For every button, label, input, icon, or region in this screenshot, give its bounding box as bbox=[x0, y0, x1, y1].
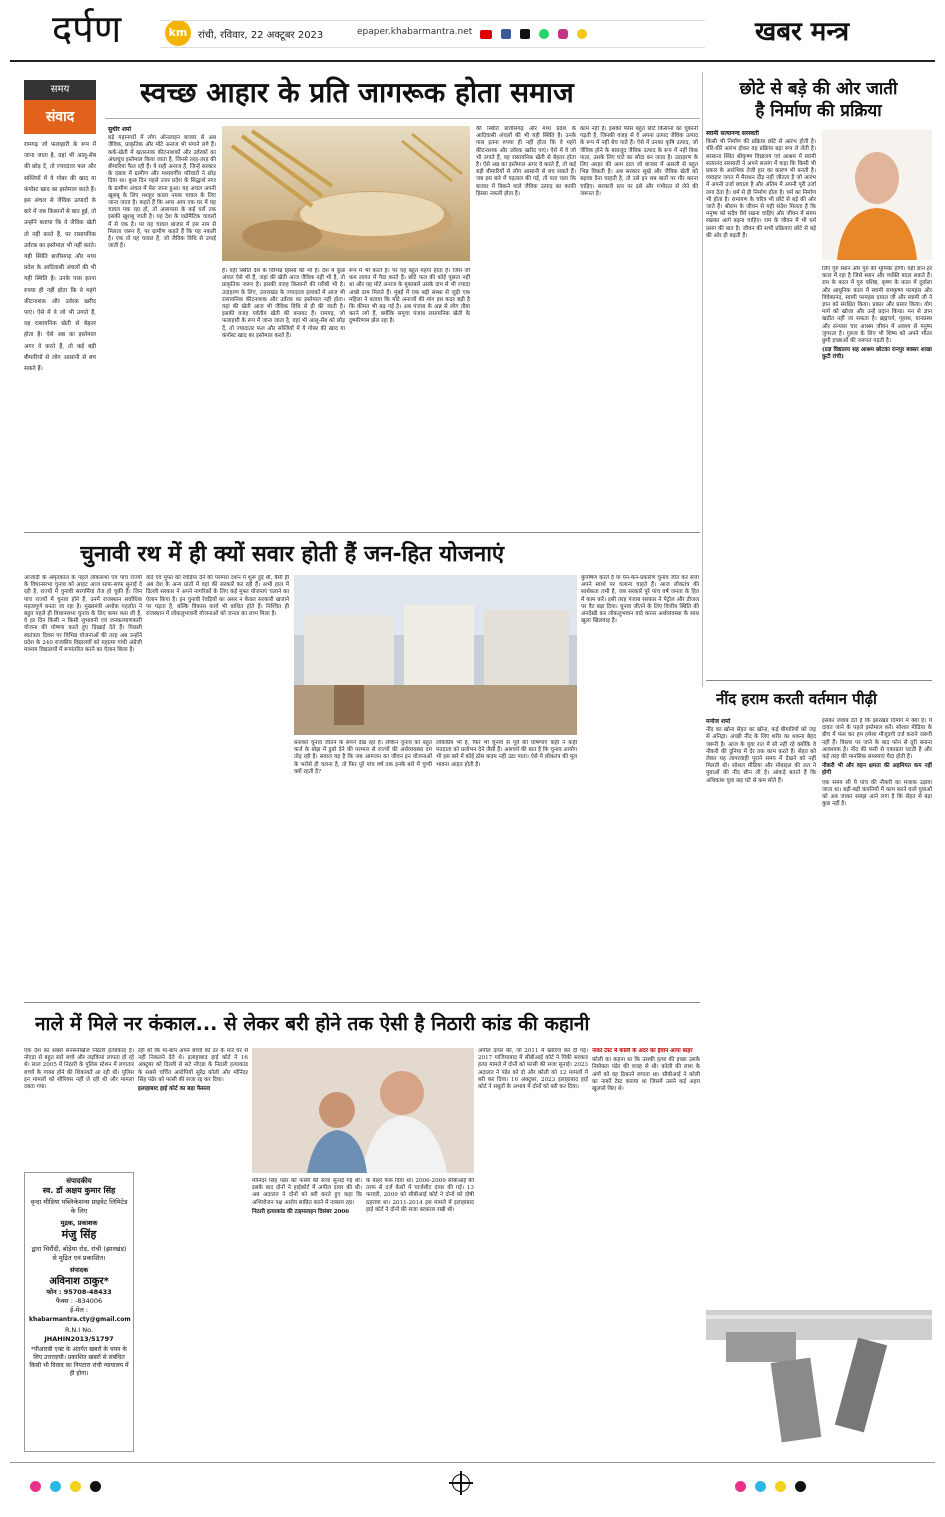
article3-col4: लोकप्रिय भी हैं, फिर भी चुनाव से पूर्व की घोषणाएं कहीं न कहीं मतदाता को प्रलोभन देने जैसी हैं। आश्चर्य की बात है कि चुनाव आयोग भी इस बारे में कोई ठोस कदम नहीं उठा पाता। ऐसे में लोकतंत्र की मूल भावना आहत होती है। bbox=[436, 740, 577, 768]
article5-col4: के बाहर फेंक दिया था। 2006-2009 सीबीआई की तरफ से दर्ज केसों में चार्जशीट दायर की गई। 13 फरवरी, 2009 को सीबीआई कोर्ट ने दोनों को दोषी ठहराया था। 2011-2014 इस मामले में इलाहाबाद हाई कोर्ट ने दोनों की सजा बरकरार रखी थी। bbox=[366, 1178, 474, 1213]
registration-mark bbox=[452, 1474, 470, 1492]
swami-photo bbox=[822, 130, 932, 260]
samay-samvad-box bbox=[24, 80, 96, 134]
grain-photo bbox=[222, 126, 470, 261]
article4-col2b-text: एक समय सी ये पांच की नौकरी का मजाक उड़ाया जाता था। बड़ी-बड़ी कंपनियों में काम करने वाले युवाओं को अब जाकर समझ आने लगा है कि सेहत से बड़ा कुछ नहीं है। bbox=[822, 779, 932, 808]
imprint-email-label: ई-मेल : bbox=[69, 1306, 89, 1314]
imprint-editor: स्व. डॉ अक्षय कुमार सिंह bbox=[42, 1186, 116, 1195]
grain-photo-art bbox=[222, 126, 470, 261]
article5-col3-text: मोनिंदर सिंह पंढेर को फांसी की सजा सुनाई गई थी। इसके बाद दोनों ने हाईकोर्ट में अपील दायर की थी। अब अदालत ने दोनों को बरी करते हुए कहा कि अभियोजन पक्ष आरोप साबित करने में नाकाम रहा। bbox=[252, 1178, 362, 1206]
article1-col4: की स्थिति छत्तीसगढ़ और मध्य प्रदेश के आदिवासी अंचलों की भी यही स्थिति है। उनके पास इतना रुपया ही नहीं होता कि वे महंगे कीटनाशक और उर्वरक खरीद पाएं। ऐसे में वे जो भी उगाते हैं, वह रासायनिक खेती से बेहतर होता है। ऐसे अन्न का इस्तेमाल अगर वे करते हैं, तो कई बड़ी बीमारियों से लोग आसानी से बच सकते हैं। जब इस बारे में पड़ताल की गई, तो पता चला कि बाजार में बिकने वाले जैविक उत्पाद का काफी हिस्सा नकली होता है। bbox=[476, 126, 576, 197]
article2-text: किसी भी निर्माण की प्रक्रिया छोटे से आरंभ होती है। धीरे-धीरे आरंभ होकर वह प्रक्रिया बड़ा रूप ले लेती है। बरसाना स्थित श्रीकृष्ण विद्यालय एवं आश्रम में स्वामी सत्यानंद सरस्वती ने अपने सत्संग में कहा कि किसी भी प्रकार के आरंभिक तेजी हार का कारण भी बनती है। व्यवहार जगत में मैराथन दौड़ नहीं जीतता है जो आरंभ में अपनी उर्जा बचाता है और अंतिम में अपनी पूरी उर्जा लगा देता है। धर्म से ही निर्माण होता है। धर्म का निर्माण भी होता है। रामायण के चरित्र भी छोटे से बड़े की ओर जाते हैं। श्रीराम के जीवन से यही संदेश मिलता है कि मनुष्य को सदैव धैर्य रखना चाहिए और जीवन में संयम रखकर आगे बढ़ना चाहिए। राम के जीवन में भी धर्म प्रसंग की बात है। जीवन की सभी प्रक्रियाएं छोटे से बड़े की ओर ही बढ़ती हैं। bbox=[706, 139, 816, 239]
article2-headline bbox=[706, 78, 931, 122]
color-dot bbox=[90, 1481, 101, 1492]
article5-col5: अपील दायर की, जो 2011 में खारिज कर दी गई। 2017 गाजियाबाद में सीबीआई कोर्ट ने पिंकी सरकार हत्या मामले में दोनों को फांसी की सजा सुनाई। 2023 अदालत ने पंढेर को दो और कोली को 12 मामलों में बरी कर दिया। 16 अक्टूबर, 2023 इलाहाबाद हाई कोर्ट ने सबूतों के अभाव में दोनों को बरी कर दिया। bbox=[478, 1048, 588, 1091]
dateline: रांची, रविवार, 22 अक्टूबर 2023 bbox=[198, 30, 324, 41]
rifle-illustration bbox=[706, 1270, 932, 1450]
article5-headline: नाले में मिले नर कंकाल... से लेकर बरी होने तक ऐसी है निठारी कांड की कहानी bbox=[35, 1013, 590, 1035]
imprint-label: संपादकीय bbox=[66, 1177, 92, 1185]
samvad-label: संवाद bbox=[24, 100, 96, 134]
article4-byline: मनोज शर्मा bbox=[706, 718, 731, 725]
imprint-subeditor-label: संपादक bbox=[69, 1266, 89, 1274]
masthead bbox=[0, 0, 945, 60]
article2-col1 bbox=[706, 130, 816, 670]
article5-col2-text: रही थी कि मां-बाप अपने बच्चों को डर के मारे घर से नहीं निकलने देते थे। इलाहाबाद हाई कोर्ट ने 16 अक्टूबर को दिल्ली से सटे नोएडा के निठारी हत्याकांड के सबसे चर्चित आरोपियों सुरेंद्र कोली और मोनिंदर सिंह पंढेर को फांसी की सजा रद्द कर दिया। bbox=[138, 1048, 248, 1083]
article3-col5: कुपोषण करते हैं या येन-केन-प्रकारेण चुनाव जीत कर सत्ता अपने स्वार्थ पर चलाना चाहते हैं। आज लोकतंत्र की सार्थकता तभी है, जब सरकारें पूरे पांच वर्ष जनता के हित में काम करें। इसी तरह पंजाब सरकार ने पेट्रोल और डीजल पर वैट बढ़ा दिया। चुनाव जीतने के लिए वित्तीय स्थिति की अनदेखी कर लोकलुभावन वादे करना अर्थव्यवस्था के साथ खुला खिलवाड़ है। bbox=[581, 575, 699, 625]
imprint-email[interactable]: khabarmantra.cty@gmail.com bbox=[29, 1316, 131, 1323]
imprint-subeditor: अविनाश ठाकुर* bbox=[49, 1276, 109, 1287]
article2-headline-line2: है निर्माण की प्रक्रिया bbox=[755, 101, 882, 121]
section-logo: दर्पण bbox=[52, 7, 122, 51]
color-dot bbox=[735, 1481, 746, 1492]
article3-col1: आजादी के अमृतकाल के पहले लोकसभा एवं पांच राज्यों के विधानसभा चुनाव को आहट आज साफ-साफ सुनाई दे रही है, राज्यों में चुनावी सरगर्मियां तेज हो चुकी हैं। जिन पांच राज्यों में चुनाव होने हैं, उनमें राजस्थान सर्वाधिक महत्वपूर्ण बनता जा रहा है। मुख्यमंत्री अशोक गहलोत ने बहुत पहले ही विधानसभा चुनाव के लिए कमर कस ली है, वे हर दिन किसी न किसी लुभावनी एवं जनकल्याणकारी योजना की घोषणा करते हुए दिखाई देते हैं। पिछली स्वतंत्रता दिवस पर विभिन्न योजनाओं की तरह अब उन्होंने प्रदेश के 240 राजकीय विद्यालयों को महात्मा गांधी अंग्रेजी माध्यम विद्यालयों में रूपांतरित करने का ऐलान किया है। bbox=[24, 575, 142, 654]
article4-col2 bbox=[822, 718, 932, 1263]
imprint-publisher: वृन्दा मीडिया पब्लिकेशन्स प्राइवेट लिमिटेड के लिए bbox=[30, 1198, 128, 1215]
article4-col1 bbox=[706, 718, 816, 1263]
masthead-rule bbox=[10, 60, 935, 62]
article1-headline: स्वच्छ आहार के प्रति जागरूक होता समाज bbox=[140, 76, 574, 109]
color-dot bbox=[50, 1481, 61, 1492]
footer-color-dots-left bbox=[30, 1477, 105, 1496]
imprint-rni-label: R.N.I No. bbox=[64, 1326, 94, 1334]
article4-col2-text: इसका जवाब देते हैं कि झारखंड दिमाग में क्या है। ये दावत जाने के पहले इस्तेमाल करें। सोशल मीडिया के बीच में फंस कर हम हमेशा मौजूदगी दर्ज कराने जरूरी नहीं हैं। विस्तर पर जाने के बाद फोन से दूरी बनाना आवश्यक है। नींद की कमी से एकाग्रता घटती है और कई तरह की मानसिक समस्याएं पैदा होती हैं। bbox=[822, 718, 932, 761]
article1-byline: सुधीर शर्मा bbox=[108, 126, 132, 133]
imprint-box bbox=[24, 1172, 134, 1452]
article1-col5: काम नहीं है। इसकी फीस बहुत छोटे किसानों को चुकानी पड़ती है, जिनकी वजह से वे अपना उत्पाद जैविक उत्पाद के रूप में नहीं बेच पाते हैं। ऐसे में उनका कृषि उत्पाद, जो जैविक होने के बावजूद जैविक उत्पाद के रूप में नहीं बिक पाता, उसके लिए घाटे का सौदा बन जाता है। उदाहरण के लिए अरहर की आम दाल जो बाजार में असली से बहुत भिन्न विकती है। अब सरकार सूखे और जैविक खेती को बढ़ावा देना चाहती है, तो उसे इन सब बातों पर गौर करना चाहिए। सरकारी स्तर पर इसे और गंभीरता से लेने की जरूरत है। bbox=[580, 126, 698, 197]
article5-col2 bbox=[138, 1048, 248, 1452]
article4-top-rule bbox=[706, 680, 932, 681]
color-dot bbox=[755, 1481, 766, 1492]
imprint-phone: फोन : 95708-48433 bbox=[46, 1288, 112, 1296]
article4-headline: नींद हराम करती वर्तमान पीढ़ी bbox=[716, 690, 877, 708]
article1-col1 bbox=[108, 126, 216, 526]
footer-rule bbox=[10, 1462, 935, 1463]
article3-col3: बनाकर चुनाव जीतने के सपने देख रहा है। लेकिन चुनाव को बहुत कर्ज के बोझ में डुबो देने की परम्परा से राज्यों की अर्थव्यवस्था दम तोड़ रही है। सवाल यह है कि जब आमजन का जीवन इन योजनाओं के भरोसे ही चलना है, तो फिर पूरे पांच वर्ष तक इनके बारे में चुप्पी क्यों रहती है? bbox=[294, 740, 432, 775]
article2-byline: स्वामी सत्यानन्द सरस्वती bbox=[706, 130, 759, 137]
color-dot bbox=[795, 1481, 806, 1492]
imprint-fax: फैक्स : -834006 bbox=[55, 1297, 103, 1305]
article2-footer: (प्रज्ञ विद्यालय सह आश्रम छोटका रानपुर बक्सर शाखा कुटी रांची) bbox=[822, 347, 932, 361]
article5-subhead3: निठारी हत्याकांड की टाइमलाइन दिसंबर 2006 bbox=[252, 1208, 350, 1215]
brand-logo: km bbox=[165, 20, 191, 46]
imprint-printer-name: मंजु सिंह bbox=[61, 1228, 97, 1241]
article5-col6 bbox=[592, 1048, 700, 1452]
swami-portrait bbox=[822, 130, 932, 260]
masthead-bar bbox=[160, 20, 705, 48]
children-photo bbox=[252, 1048, 474, 1173]
article5-subhead6: नार्को टेस्ट में कोली के अंदर का हैवान आया बाहर bbox=[592, 1048, 693, 1054]
article2-text2: लिए गुरु स्थान और गुरु की भूमिका होगी। यही ज्ञान हर काल में रहा है जिसे स्थान और व्यक्ति बदल सकते हैं। राम के काल में गुरु वशिष्ठ, कृष्ण के काल में दुर्वासा और आधुनिक काल में स्वामी रामकृष्ण परमहंस और विवेकानंद, स्वामी परमहंस दयाल जी और स्वामी जी ने ज्ञान को संरक्षित किया। प्रकार और प्रसार किया। योग मार्ग को खोजा और उन्हें प्रदान किया। मन से ज्ञान खडीत नहीं जा सकता है। ब्रह्मचर्य, गृहस्थ, वानप्रस्थ और संन्यास चार आश्रम जीवन में अवश्य से मनुष्य जुगरता है। गुरुत्व के लिए भी शिष्य को अपने भीतर छुपी इच्छाओं की जरूरत पड़ती है। bbox=[822, 266, 932, 345]
color-dot bbox=[30, 1481, 41, 1492]
children-photo-art bbox=[252, 1048, 474, 1173]
article3-headline: चुनावी रथ में ही क्यों सवार होती हैं जन-हित योजनाएं bbox=[80, 542, 505, 567]
samay-label: समय bbox=[24, 80, 96, 100]
article4-subhead: नौकरी भी और वहन क्षमता की अहमियत कम नहीं होगी bbox=[822, 763, 932, 777]
article1-col2: हैं। यही स्थिति देश के विभिन्न हिस्सों की भी है। देश में कुछ अंचल ऐसे भी हैं, जहां की खेती आज जैविक नहीं भी है, तो प्राकृतिक जरूर है। इसकी वजह किसानों की गरीबी भी है। उदाहरण के लिए, उत्तराखंड के ज्यादातर इलाकों में आज भी रासायनिक कीटनाशक और उर्वरक का इस्तेमाल नहीं होता। यहां की खेती आज भी जैविक विधि से ही की जाती है। इसकी वजह पर्वतीय खेती की बनावट है। रामगढ़, जो फलाहारी के रूप में जाना जाता है, वहां भी आलू-सेंब को छोड़ दें, तो ज्यादातर फल और सब्जियों में ये गोबर की खाद या कंपोस्ट खाद का इस्तेमाल करते हैं। bbox=[222, 268, 345, 339]
imprint-rni: JHAHIN2013/51797 bbox=[44, 1335, 114, 1343]
color-dot bbox=[775, 1481, 786, 1492]
left-box-text: रामगढ़ जो फलाहारी के रूप में जाना जाता है, वहां भी आलू-सेंब की छोड़ दें, तो ज्यादातर फल और सब्जियों में ये गोबर की खाद या कंपोस्ट खाद का इस्तेमाल करते हैं। इस अंचल से जैविक उत्पादों के बारे में जब किसानों से बात हुई, तो उन्होंने बताया कि वे जैविक खेती तो नहीं करते हैं, पर रासायनिक उर्वरक का इस्तेमाल भी नहीं करते। यही स्थिति छत्तीसगढ़ और मध्य प्रदेश के आदिवासी अंचलों की भी यही स्थिति है। उनके पास इतना रुपया ही नहीं होता कि वे महंगे कीटनाशक और उर्वरक खरीद पाएं। ऐसे में वे जो भी उगाते हैं, वह रासायनिक खेती से बेहतर होता है। ऐसे अन्न का इस्तेमाल अगर वे करते हैं, तो कई बड़ी बीमारियों से लोग आसानी से बच सकते हैं। bbox=[24, 142, 96, 373]
article1-col1-text: बड़े महानगरों में लोग ऑनलाइन बाजार से अब जैविक, प्राकृतिक और मोटे अनाज भी मंगाने लगे हैं। कर्क-खेती में खतरनाक कीटनाशकों और उर्वरकों का अंधाधुंध इस्तेमाल किया जाता है, जिनसे तरह-तरह की बीमारियां फैल रही हैं। ये सही अनाज हैं, जिन्हें सरकार के दबाव में ग्रामीण और मध्यवर्गीय परिवारों ने छोड़ दिया था। कुछ दिन पहले उत्तर प्रदेश के सिद्धार्थ नगर के ग्रामीण अंचल में मेरा जाना हुआ। यह अंचल अपनी खुशबू के लिए मशहूर काला नमक चावल के लिए जाना जाता है। कहते हैं कि अगर आप एक घर में यह चावल पक रहा हो, तो आसपास के कई घरों तक इसकी खुशबू जाती है। यह देश के एग्रोमैटिक चावलों में से एक है। पर यह चावल बाजार में इस नाम से मिलता जरूर है, पर ग्रामीण कहते हैं कि यह नकली है। एक तो यह चावल है, जो जैविक विधि से उगाई जाती है। bbox=[108, 135, 216, 250]
housing-photo-art bbox=[294, 575, 577, 735]
article1-headline-rule bbox=[105, 118, 700, 119]
article5-col6-text: कोली का कहना था कि उसकी हत्या की इच्छा उसके नियोक्ता पंढेर की वजह से थी। कोली की लाश के अंगों को वह ठिकाने लगाता था। सीबीआई ने कोली का नार्को टेस्ट कराया था जिसमें उसने कई अहम खुलासे किए थे। bbox=[592, 1057, 700, 1093]
article5-subhead2: इलाहाबाद हाई कोर्ट का बड़ा फैसला bbox=[138, 1086, 211, 1093]
epaper-link[interactable]: epaper.khabarmantra.net bbox=[357, 27, 473, 37]
article5-top-rule bbox=[24, 1002, 700, 1003]
footer-color-dots-right bbox=[735, 1477, 810, 1496]
article1-col3: रूप में भी करते हैं। पर यह बहुत महंगा होता है। जिस जो कम लागत में पैदा करते हैं। छोटे फल की कोई पूछता नहीं था और यह मोटे अनाज के मुकाबले उसके दाम से भी ज्यादा अच्छे दाम मिलते हैं। मुंबई में एक बड़ी संस्था से जुड़ी एक महिला ने बताया कि मोटे अनाजों की मांग इस कदर बढ़ी है कि कीमत भी बढ़ गई है। अब पंजाब के अन्न से लोग तौबा करने लगे हैं, क्योंकि समूचा पंजाब रासायनिक खेती के दुष्परिणाम झेल रहा है। bbox=[349, 268, 470, 325]
article3-top-rule bbox=[24, 532, 700, 533]
article4-col1-text: नींद का खोना सेहत का खोना, कई बीमारियों को जड़ से अनिद्रा। अच्छी नींद के लिए शरीर का थकना बेहद जरूरी है। आज के युवा रात में सो नहीं रहे क्योंकि वे नौकरी की दुनिया में देर तक काम करते हैं। सेहत को लेकर यह लापरवाही पुराने समय में देखने को नहीं मिलती थी। सोशल मीडिया और मोबाइल की लत ने युवाओं की नींद छीन ली है। आंकड़े बताते हैं कि अधिकांश युवा छह घंटे से कम सोते हैं। bbox=[706, 727, 816, 784]
article5-col1: एक देश का सबसे सनसनीखेज निठारी हत्याकांड है। नोएडा से बहुत सारे बच्चे और लड़कियां लापता हो रहे थे। साल 2005 में निठारी के पुलिस स्टेशन में लगातार बच्चों के गायब होने की शिकायतें आ रही थीं। पुलिस इन मामलों को सीरियस नहीं ले रही थी और मामला दबता गया। bbox=[24, 1048, 134, 1091]
imprint-printer-title: मुद्रक, प्रकाशक bbox=[60, 1219, 98, 1227]
housing-photo bbox=[294, 575, 577, 735]
imprint-address: द्वारा चिरौंदी, बोड़ेया रोड, रांची (झारखंड) से मुद्रित एवं प्रकाशित। bbox=[31, 1245, 127, 1262]
article2-divider bbox=[702, 72, 703, 687]
article2-col2 bbox=[822, 266, 932, 674]
imprint-note: *पीआरबी एक्ट के अंतर्गत खबरों के चयन के लिए उत्तरदायी। प्रकाशित खबरों से संबंधित किसी भी विवाद का निपटारा रांची न्यायालय में ही होगा। bbox=[29, 1346, 129, 1377]
article5-col3 bbox=[252, 1178, 362, 1452]
article2-headline-line1: छोटे से बड़े की ओर जाती bbox=[739, 79, 898, 99]
paper-name: खबर मन्त्र bbox=[755, 17, 850, 47]
article3-col2: वादे एवं मुफ्त की रेवड़ियां देने की परम्परा दर्शन में शुरू हुई थी, वैसी ही अब देश के अन्य प्रांतों में वहां की सरकारें कर रही हैं। अभी हाल में दिल्ली सरकार ने अपने नागरिकों के लिए कई मुफ्त योजनाएं चलाने का ऐलान किया है। इन चुनावी रेवड़ियों का असर न केवल सरकारी खजाने पर पड़ता है, बल्कि विकास कार्य भी बाधित होते हैं। निश्चित ही राजस्थान में लोकलुभावनी योजनाओं को जनता का लाभ मिला है। bbox=[146, 575, 289, 618]
color-dot bbox=[70, 1481, 81, 1492]
rifle-art bbox=[706, 1270, 932, 1450]
